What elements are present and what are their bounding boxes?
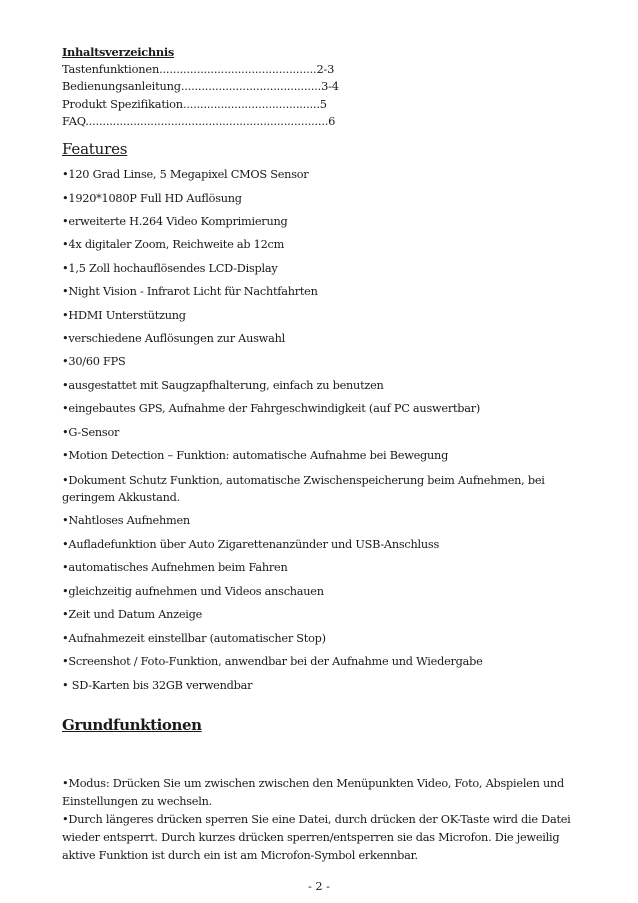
feature-item: •ausgestattet mit Saugzapfhalterung, einfach zu benutzen — [62, 379, 384, 392]
feature-item: •4x digitaler Zoom, Reichweite ab 12cm — [62, 238, 285, 251]
feature-item: • SD-Karten bis 32GB verwendbar — [62, 679, 253, 692]
feature-item: •1920*1080P Full HD Auflösung — [62, 192, 242, 205]
feature-item: •verschiedene Auflösungen zur Auswahl — [62, 332, 285, 345]
page-number: - 2 - — [307, 880, 330, 893]
toc-entry: FAQ.......................................................................6 — [62, 113, 336, 128]
grundfunktionen-heading: Grundfunktionen — [62, 716, 202, 734]
toc-entry: Produkt Spezifikation........................................5 — [62, 96, 327, 111]
feature-item: •HDMI Unterstützung — [62, 309, 186, 322]
feature-item: •Night Vision - Infrarot Licht für Nachtfahrten — [62, 285, 318, 298]
toc-entry: Tastenfunktionen..............................................2-3 — [62, 62, 335, 77]
feature-item: •Zeit und Datum Anzeige — [62, 608, 203, 621]
toc-heading: Inhaltsverzeichnis — [62, 45, 175, 59]
feature-item: •Motion Detection – Funktion: automatische Aufnahme bei Bewegung — [62, 449, 449, 462]
features-heading: Features — [62, 140, 128, 158]
feature-item: •120 Grad Linse, 5 Megapixel CMOS Sensor — [62, 168, 309, 181]
feature-item: •Aufnahmezeit einstellbar (automatischer Stop) — [62, 632, 326, 645]
feature-item: •30/60 FPS — [62, 355, 126, 368]
paragraph: •Modus: Drücken Sie um zwischen zwischen den Menüpunkten Video, Foto, Abspielen und Einstellungen zu wechseln. — [62, 777, 565, 808]
feature-item: •erweiterte H.264 Video Komprimierung — [62, 215, 288, 228]
feature-item: •Nahtloses Aufnehmen — [62, 514, 190, 527]
feature-item: •Dokument Schutz Funktion, automatische Zwischenspeicherung beim Aufnehmen, bei geringem Akkustand. — [62, 474, 545, 504]
feature-item: •G-Sensor — [62, 426, 120, 439]
feature-item: •eingebautes GPS, Aufnahme der Fahrgeschwindigkeit (auf PC auswertbar) — [62, 402, 481, 415]
table-of-contents — [62, 44, 339, 130]
feature-item: •gleichzeitig aufnehmen und Videos anschauen — [62, 585, 324, 598]
feature-item: •Screenshot / Foto-Funktion, anwendbar bei der Aufnahme und Wiedergabe — [62, 655, 483, 668]
toc-entry: Bedienungsanleitung.........................................3-4 — [62, 79, 339, 94]
feature-item: •Aufladefunktion über Auto Zigarettenanzünder und USB-Anschluss — [62, 538, 439, 551]
paragraph: •Durch längeres drücken sperren Sie eine Datei, durch drücken der OK-Taste wird die Datei wieder entsperrt. Durch kurzes drücken sperren/entsperren sie das Microfon. Die jeweilig aktive Funktion ist durch ein ist am Microfon-Symbol erkennbar. — [62, 813, 571, 862]
feature-item: •automatisches Aufnehmen beim Fahren — [62, 561, 288, 574]
feature-item: •1,5 Zoll hochauflösendes LCD-Display — [62, 262, 278, 275]
